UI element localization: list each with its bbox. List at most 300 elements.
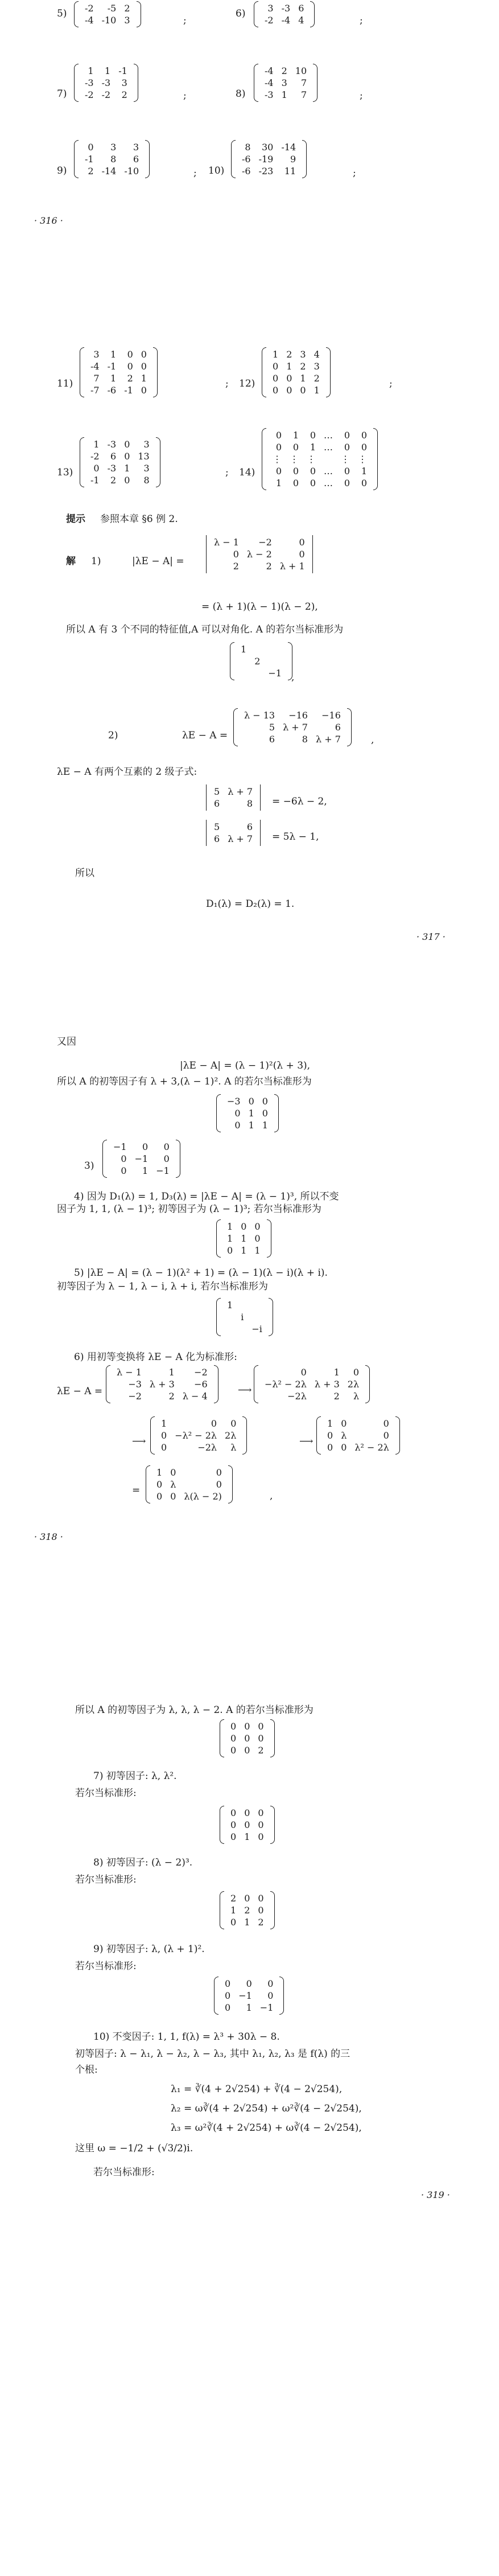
matrix-cell: 1 (142, 1165, 149, 1176)
matrix-cell: −2λ (197, 1442, 217, 1453)
matrix-cell: 0 (383, 1418, 389, 1429)
matrix-cell: 2 (254, 656, 261, 667)
matrix-3 (102, 1140, 180, 1178)
matrix-cell: 5 (269, 722, 275, 733)
matrix-cell: 6 (246, 821, 253, 832)
matrix-cell: ⋮ (307, 454, 316, 465)
matrix-row (210, 536, 309, 548)
matrix-cell (250, 667, 264, 679)
matrix-cell: −6 (194, 1379, 208, 1390)
matrix-row (86, 360, 151, 372)
matrix-cell: −16 (288, 710, 308, 721)
matrix-cell: … (324, 442, 333, 453)
matrix-cell: -2 (90, 451, 100, 462)
matrix-cell: −λ² − 2λ (175, 1430, 217, 1441)
matrix-row (81, 2, 134, 14)
matrix-cell: 10 (295, 65, 307, 76)
matrix-bracket (254, 1365, 258, 1403)
matrix-cell: 1 (292, 430, 299, 441)
matrix-cell: 0 (170, 1467, 176, 1478)
matrix-cell: -2 (265, 15, 274, 26)
matrix-cell: 2 (258, 1917, 264, 1928)
matrix-cell: 4 (314, 349, 320, 360)
matrix-cell: 0 (244, 1819, 250, 1830)
matrix-row (240, 721, 345, 733)
matrix-cell: 2 (281, 65, 287, 76)
matrix-cell: λ(λ − 2) (184, 1491, 222, 1502)
matrix-row (261, 89, 311, 101)
matrix-bracket (80, 347, 84, 397)
matrix-row (323, 1418, 393, 1429)
matrix-cell: 0 (286, 373, 292, 384)
matrix-row (86, 462, 154, 474)
minor-1 (206, 784, 261, 811)
matrix-cell: 0 (300, 1367, 307, 1378)
jordan-form-2 (216, 1094, 279, 1132)
matrix-cell: −3 (227, 1096, 241, 1107)
matrix-bracket (267, 1219, 271, 1258)
matrix-cell: λ + 1 (279, 561, 305, 572)
matrix-bracket (262, 428, 266, 490)
paragraph: 因子为 1, 1, (λ − 1)³; 初等因子为 (λ − 1)³; 若尔当标准形为 (57, 1203, 321, 1215)
matrix-bracket (310, 1, 315, 27)
matrix-cell: −1 (238, 1990, 252, 2001)
matrix-cell: 0 (233, 549, 239, 560)
matrix-cell: 0 (234, 1120, 241, 1131)
matrix-cell: 0 (344, 430, 350, 441)
matrix-row (157, 1441, 240, 1453)
matrix-bracket (269, 1298, 273, 1336)
matrix-cell: 0 (244, 1721, 250, 1732)
paragraph: 9) 初等因子: λ, (λ + 1)². (93, 1944, 205, 1955)
matrix-cell: 2 (266, 561, 272, 572)
matrix-bracket (220, 1806, 224, 1844)
matrix-cell: 2λ (347, 1379, 360, 1390)
matrix-row (226, 1904, 268, 1916)
equation: λ₁ = ∛(4 + 2√254) + ∛(4 − 2√254), (171, 2084, 343, 2095)
paragraph: 若尔当标准形: (93, 2167, 155, 2178)
matrix-bracket (254, 64, 258, 102)
matrix-bracket (316, 1416, 321, 1455)
matrix-cell: 0 (361, 442, 367, 453)
matrix-bracket (153, 347, 158, 397)
matrix-bracket (146, 1465, 150, 1503)
matrix-cell: 0 (292, 442, 299, 453)
matrix-label: 11) (57, 378, 73, 389)
matrix-cell: 1 (254, 1245, 261, 1256)
matrix-row (109, 1141, 174, 1153)
matrix-cell: λ + 3 (149, 1379, 175, 1390)
matrix-cell: 6 (133, 154, 139, 165)
matrix-9 (74, 140, 150, 178)
matrix-cell: 0 (127, 361, 133, 372)
matrix-cell: 1 (168, 1367, 175, 1378)
matrix-entries (223, 1221, 265, 1256)
matrix-cell: 8 (302, 734, 308, 745)
matrix-row (81, 141, 143, 153)
matrix-cell: 0 (310, 430, 316, 441)
matrix-bracket (274, 1094, 279, 1132)
matrix-row (81, 77, 131, 89)
jordan-form-8 (220, 1891, 275, 1929)
matrix-row (113, 1366, 212, 1378)
matrix-cell: 8 (245, 142, 251, 153)
hint-text: 参照本章 §6 例 2. (100, 513, 178, 525)
matrix-cell: 1 (110, 373, 117, 384)
paragraph: 所以 A 的初等因子有 λ + 3,(λ − 1)². A 的若尔当标准形为 (57, 1076, 312, 1087)
matrix-bracket (270, 1806, 275, 1844)
matrix-cell: 3 (143, 439, 150, 450)
matrix-label: 14) (239, 467, 255, 478)
matrix-entries (269, 348, 324, 396)
matrix-cell: 2 (127, 373, 133, 384)
matrix-bracket (134, 64, 138, 102)
matrix-cell: 7 (300, 89, 307, 100)
matrix-row (81, 14, 134, 26)
matrix-cell (248, 1299, 266, 1311)
matrix-cell: 0 (163, 1153, 170, 1164)
matrix-row (226, 1916, 268, 1928)
matrix-cell: 0 (273, 385, 279, 396)
matrix-cell: 0 (225, 1978, 231, 1989)
matrix-cell: 1 (244, 1917, 250, 1928)
matrix-row (113, 1390, 212, 1402)
equation: λE − A = (182, 730, 228, 741)
equation: λ₃ = ω²∛(4 + 2√254) + ω∛(4 − 2√254), (171, 2122, 362, 2134)
matrix-cell: 2 (168, 1391, 175, 1402)
matrix-row (223, 1311, 266, 1323)
matrix-entries (210, 821, 257, 845)
matrix-cell: -3 (107, 463, 117, 474)
matrix-cell: 1 (227, 1233, 233, 1244)
matrix-cell: 3 (281, 77, 287, 88)
page-number: · 317 · (416, 931, 446, 942)
jordan-form-4 (216, 1219, 271, 1258)
matrix-cell: 2 (244, 1905, 250, 1916)
matrix-label: 5) (57, 8, 67, 19)
matrix-cell (223, 1311, 237, 1323)
matrix-cell: 0 (275, 466, 282, 476)
matrix-cell: 0 (156, 1491, 163, 1502)
matrix-bracket (176, 1140, 180, 1178)
matrix-cell: λ² − 2λ (354, 1442, 389, 1453)
matrix-cell: 13 (138, 451, 150, 462)
matrix-row (157, 1418, 240, 1429)
matrix-row (269, 360, 324, 372)
matrix-row (210, 560, 309, 572)
matrix-cell (223, 1323, 237, 1335)
matrix-cell: -6 (107, 385, 117, 396)
matrix-row (269, 429, 371, 441)
matrix-cell: 0 (124, 475, 130, 486)
matrix-cell: 0 (292, 478, 299, 488)
matrix-cell: 0 (156, 1479, 163, 1490)
matrix-row (152, 1490, 226, 1502)
matrix-cell: 4 (298, 15, 304, 26)
matrix-row (210, 798, 257, 810)
matrix-cell: 3 (121, 77, 127, 88)
matrix-entries (210, 536, 309, 572)
matrix-entries (221, 1978, 277, 2014)
matrix-entries (323, 1418, 393, 1453)
matrix-cell: 2 (110, 475, 117, 486)
matrix-row (152, 1466, 226, 1478)
matrix-lambda-2 (233, 708, 352, 746)
matrix-cell: 2λ (225, 1430, 237, 1441)
matrix-cell: … (324, 466, 333, 476)
matrix-row (226, 1807, 268, 1819)
paragraph: 若尔当标准形: (75, 1961, 137, 1972)
matrix-row (269, 372, 324, 384)
matrix-cell (237, 1299, 248, 1311)
matrix-cell: λ + 7 (228, 786, 253, 797)
matrix-cell: −2 (128, 1391, 142, 1402)
matrix-cell: ⋮ (341, 454, 350, 465)
matrix-cell: 0 (246, 1978, 252, 1989)
matrix-cell: 8 (246, 798, 253, 809)
matrix-cell: 0 (341, 1442, 347, 1453)
matrix-cell: 0 (88, 142, 94, 153)
solution-label: 解 (66, 556, 76, 567)
paragraph: 8) 初等因子: (λ − 2)³. (93, 1857, 193, 1868)
matrix-entries (226, 1892, 268, 1928)
matrix-cell: 1 (333, 1367, 340, 1378)
matrix-cell: -3 (85, 77, 94, 88)
matrix-row (226, 1744, 268, 1756)
matrix-cell: 0 (124, 451, 130, 462)
matrix-entries (261, 65, 311, 101)
matrix-cell (237, 655, 250, 667)
matrix-row (226, 1732, 268, 1744)
matrix-cell: 0 (361, 430, 367, 441)
matrix-cell: 2 (333, 1391, 340, 1402)
matrix-entries (240, 709, 345, 745)
matrix-cell: -3 (107, 439, 117, 450)
matrix-bracket (313, 64, 317, 102)
matrix-cell: λ + 3 (314, 1379, 340, 1390)
matrix-row (269, 348, 324, 360)
matrix-cell: 0 (299, 537, 305, 548)
paragraph: 这里 ω = −1/2 + (√3/2)i. (75, 2143, 193, 2154)
matrix-cell: 8 (110, 154, 117, 165)
matrix-cell: 0 (230, 1721, 237, 1732)
matrix-cell: -6 (242, 154, 251, 165)
matrix-row (221, 1990, 277, 2002)
matrix-cell: 1 (310, 442, 316, 453)
matrix-cell: 2 (233, 561, 239, 572)
matrix-row (238, 141, 300, 153)
matrix-cell: 7 (300, 77, 307, 88)
determinant-bar (259, 784, 261, 811)
matrix-cell: -3 (101, 77, 111, 88)
jordan-form-5 (216, 1298, 273, 1336)
paragraph: 若尔当标准形: (75, 1788, 137, 1799)
equation: |λE − A| = (132, 556, 184, 567)
matrix-bracket (74, 1, 79, 27)
matrix-entries (157, 1418, 240, 1453)
matrix-bracket (395, 1416, 400, 1455)
matrix-bracket (373, 428, 378, 490)
matrix-row (223, 1221, 265, 1232)
matrix-cell (237, 667, 250, 679)
matrix-cell: 2 (286, 349, 292, 360)
matrix-cell: -4 (265, 77, 274, 88)
matrix-cell: 0 (327, 1442, 333, 1453)
matrix-cell (264, 643, 286, 655)
matrix-cell: −2 (258, 537, 272, 548)
matrix-row (86, 372, 151, 384)
matrix-cell: 5 (214, 821, 220, 832)
matrix-entries (237, 643, 286, 679)
matrix-cell: 1 (327, 1418, 333, 1429)
matrix-cell: 6 (269, 734, 275, 745)
matrix-cell: λ − 13 (244, 710, 275, 721)
matrix-label: 13) (57, 467, 73, 478)
determinant-1 (206, 535, 313, 573)
matrix-cell: 0 (258, 1893, 264, 1904)
matrix-cell (264, 655, 286, 667)
matrix-cell: 0 (300, 385, 306, 396)
matrix-entries (81, 65, 131, 101)
matrix-cell: -14 (101, 166, 117, 176)
matrix-row (223, 1232, 265, 1244)
determinant-bar (311, 535, 313, 573)
matrix-cell: -4 (281, 15, 291, 26)
matrix-cell: 0 (275, 442, 282, 453)
matrix-cell: 0 (327, 1430, 333, 1441)
matrix-cell: λ (341, 1430, 347, 1441)
matrix-cell: 0 (267, 1978, 274, 1989)
matrix-bracket (302, 140, 307, 178)
matrix-cell: … (324, 478, 333, 488)
matrix-cell: 0 (244, 1745, 250, 1756)
paragraph: 4) 因为 D₁(λ) = 1, D₃(λ) = |λE − A| = (λ − 1)³, 所以不变 (74, 1191, 339, 1202)
matrix-cell: 1 (124, 463, 130, 474)
matrix-row (223, 1244, 265, 1256)
matrix-label: 6) (236, 8, 246, 19)
matrix-bracket (214, 1977, 218, 2015)
matrix-bracket (270, 1891, 275, 1929)
matrix-bracket (254, 1, 258, 27)
matrix-cell: 1 (248, 1108, 254, 1119)
matrix-label: 12) (239, 378, 255, 389)
matrix-row (323, 1429, 393, 1441)
matrix-bracket (231, 140, 236, 178)
matrix-cell: 5 (214, 786, 220, 797)
matrix-cell: 1 (241, 1233, 247, 1244)
matrix-cell: 0 (383, 1430, 389, 1441)
equation: λ₂ = ω∛(4 + 2√254) + ω²∛(4 − 2√254), (171, 2103, 362, 2114)
matrix-entries (269, 429, 371, 489)
matrix-row (109, 1153, 174, 1165)
matrix-row (226, 1831, 268, 1843)
matrix-entries (152, 1466, 226, 1502)
matrix-5 (74, 1, 141, 27)
matrix-row (238, 153, 300, 165)
matrix-cell (250, 643, 264, 655)
paragraph: 所以 A 有 3 个不同的特征值,A 可以对角化. A 的若尔当标准形为 (66, 624, 344, 635)
matrix-cell: 3 (133, 142, 139, 153)
lambda-matrix-normal-form (146, 1465, 233, 1503)
matrix-cell: -5 (107, 3, 117, 14)
determinant-bar (259, 820, 261, 846)
matrix-cell: −16 (321, 710, 341, 721)
matrix-bracket (279, 1977, 284, 2015)
jordan-form-7 (220, 1806, 275, 1844)
matrix-cell: 0 (273, 361, 279, 372)
determinant-bar (206, 784, 208, 811)
matrix-entries (261, 2, 308, 26)
paragraph: 5) |λE − A| = (λ − 1)(λ² + 1) = (λ − 1)(λ − i)(λ + i). (74, 1267, 328, 1279)
matrix-cell: 0 (275, 430, 282, 441)
jordan-form-1 (230, 642, 292, 680)
matrix-cell: 0 (292, 466, 299, 476)
matrix-14 (262, 428, 378, 490)
matrix-cell: 2 (258, 1745, 264, 1756)
matrix-row (81, 65, 131, 77)
matrix-row (226, 1892, 268, 1904)
matrix-8 (254, 64, 317, 102)
matrix-cell: 3 (300, 349, 306, 360)
matrix-cell: 0 (258, 1905, 264, 1916)
equation: = (λ + 1)(λ − 1)(λ − 2), (201, 601, 318, 613)
matrix-cell: 1 (361, 466, 367, 476)
matrix-row (210, 786, 257, 798)
matrix-cell: 0 (258, 1831, 264, 1842)
matrix-cell: 6 (110, 451, 117, 462)
matrix-row (237, 655, 286, 667)
matrix-cell: λ − 2 (246, 549, 272, 560)
matrix-10 (231, 140, 307, 178)
matrix-bracket (74, 140, 79, 178)
matrix-row (81, 89, 131, 101)
matrix-cell: 0 (230, 1745, 237, 1756)
matrix-cell: 1 (105, 65, 111, 76)
paragraph: λE − A 有两个互素的 2 级子式: (57, 766, 197, 778)
matrix-cell: 2 (121, 89, 127, 100)
matrix-row (261, 1390, 363, 1402)
paragraph: 又因 (57, 1036, 76, 1047)
matrix-cell: -7 (90, 385, 100, 396)
matrix-row (240, 733, 345, 745)
matrix-13 (80, 437, 160, 487)
matrix-cell: i (241, 1312, 244, 1322)
matrix-cell: -1 (107, 361, 117, 372)
matrix-7 (74, 64, 138, 102)
matrix-cell: 11 (284, 166, 296, 176)
matrix-row (210, 821, 257, 833)
matrix-cell: 0 (161, 1430, 167, 1441)
matrix-cell: -2 (101, 89, 111, 100)
lambda-matrix-step-2 (254, 1365, 370, 1403)
paragraph: 7) 初等因子: λ, λ². (93, 1770, 177, 1782)
matrix-cell: 0 (230, 1807, 237, 1818)
arrow: ⟶ (238, 1384, 252, 1396)
matrix-cell: -3 (265, 89, 274, 100)
matrix-entries (81, 141, 143, 177)
matrix-cell: -4 (90, 361, 100, 372)
matrix-row (86, 384, 151, 396)
matrix-row (237, 643, 286, 655)
matrix-cell: -2 (85, 3, 94, 14)
matrix-cell: λ − 1 (214, 537, 239, 548)
matrix-cell: 6 (214, 798, 220, 809)
paragraph: 10) 不变因子: 1, 1, f(λ) = λ³ + 30λ − 8. (93, 2031, 280, 2043)
arrow: ⟶ (299, 1436, 314, 1447)
hint-label: 提示 (66, 513, 85, 525)
matrix-cell: 3 (267, 3, 274, 14)
matrix-cell: 0 (341, 1418, 347, 1429)
